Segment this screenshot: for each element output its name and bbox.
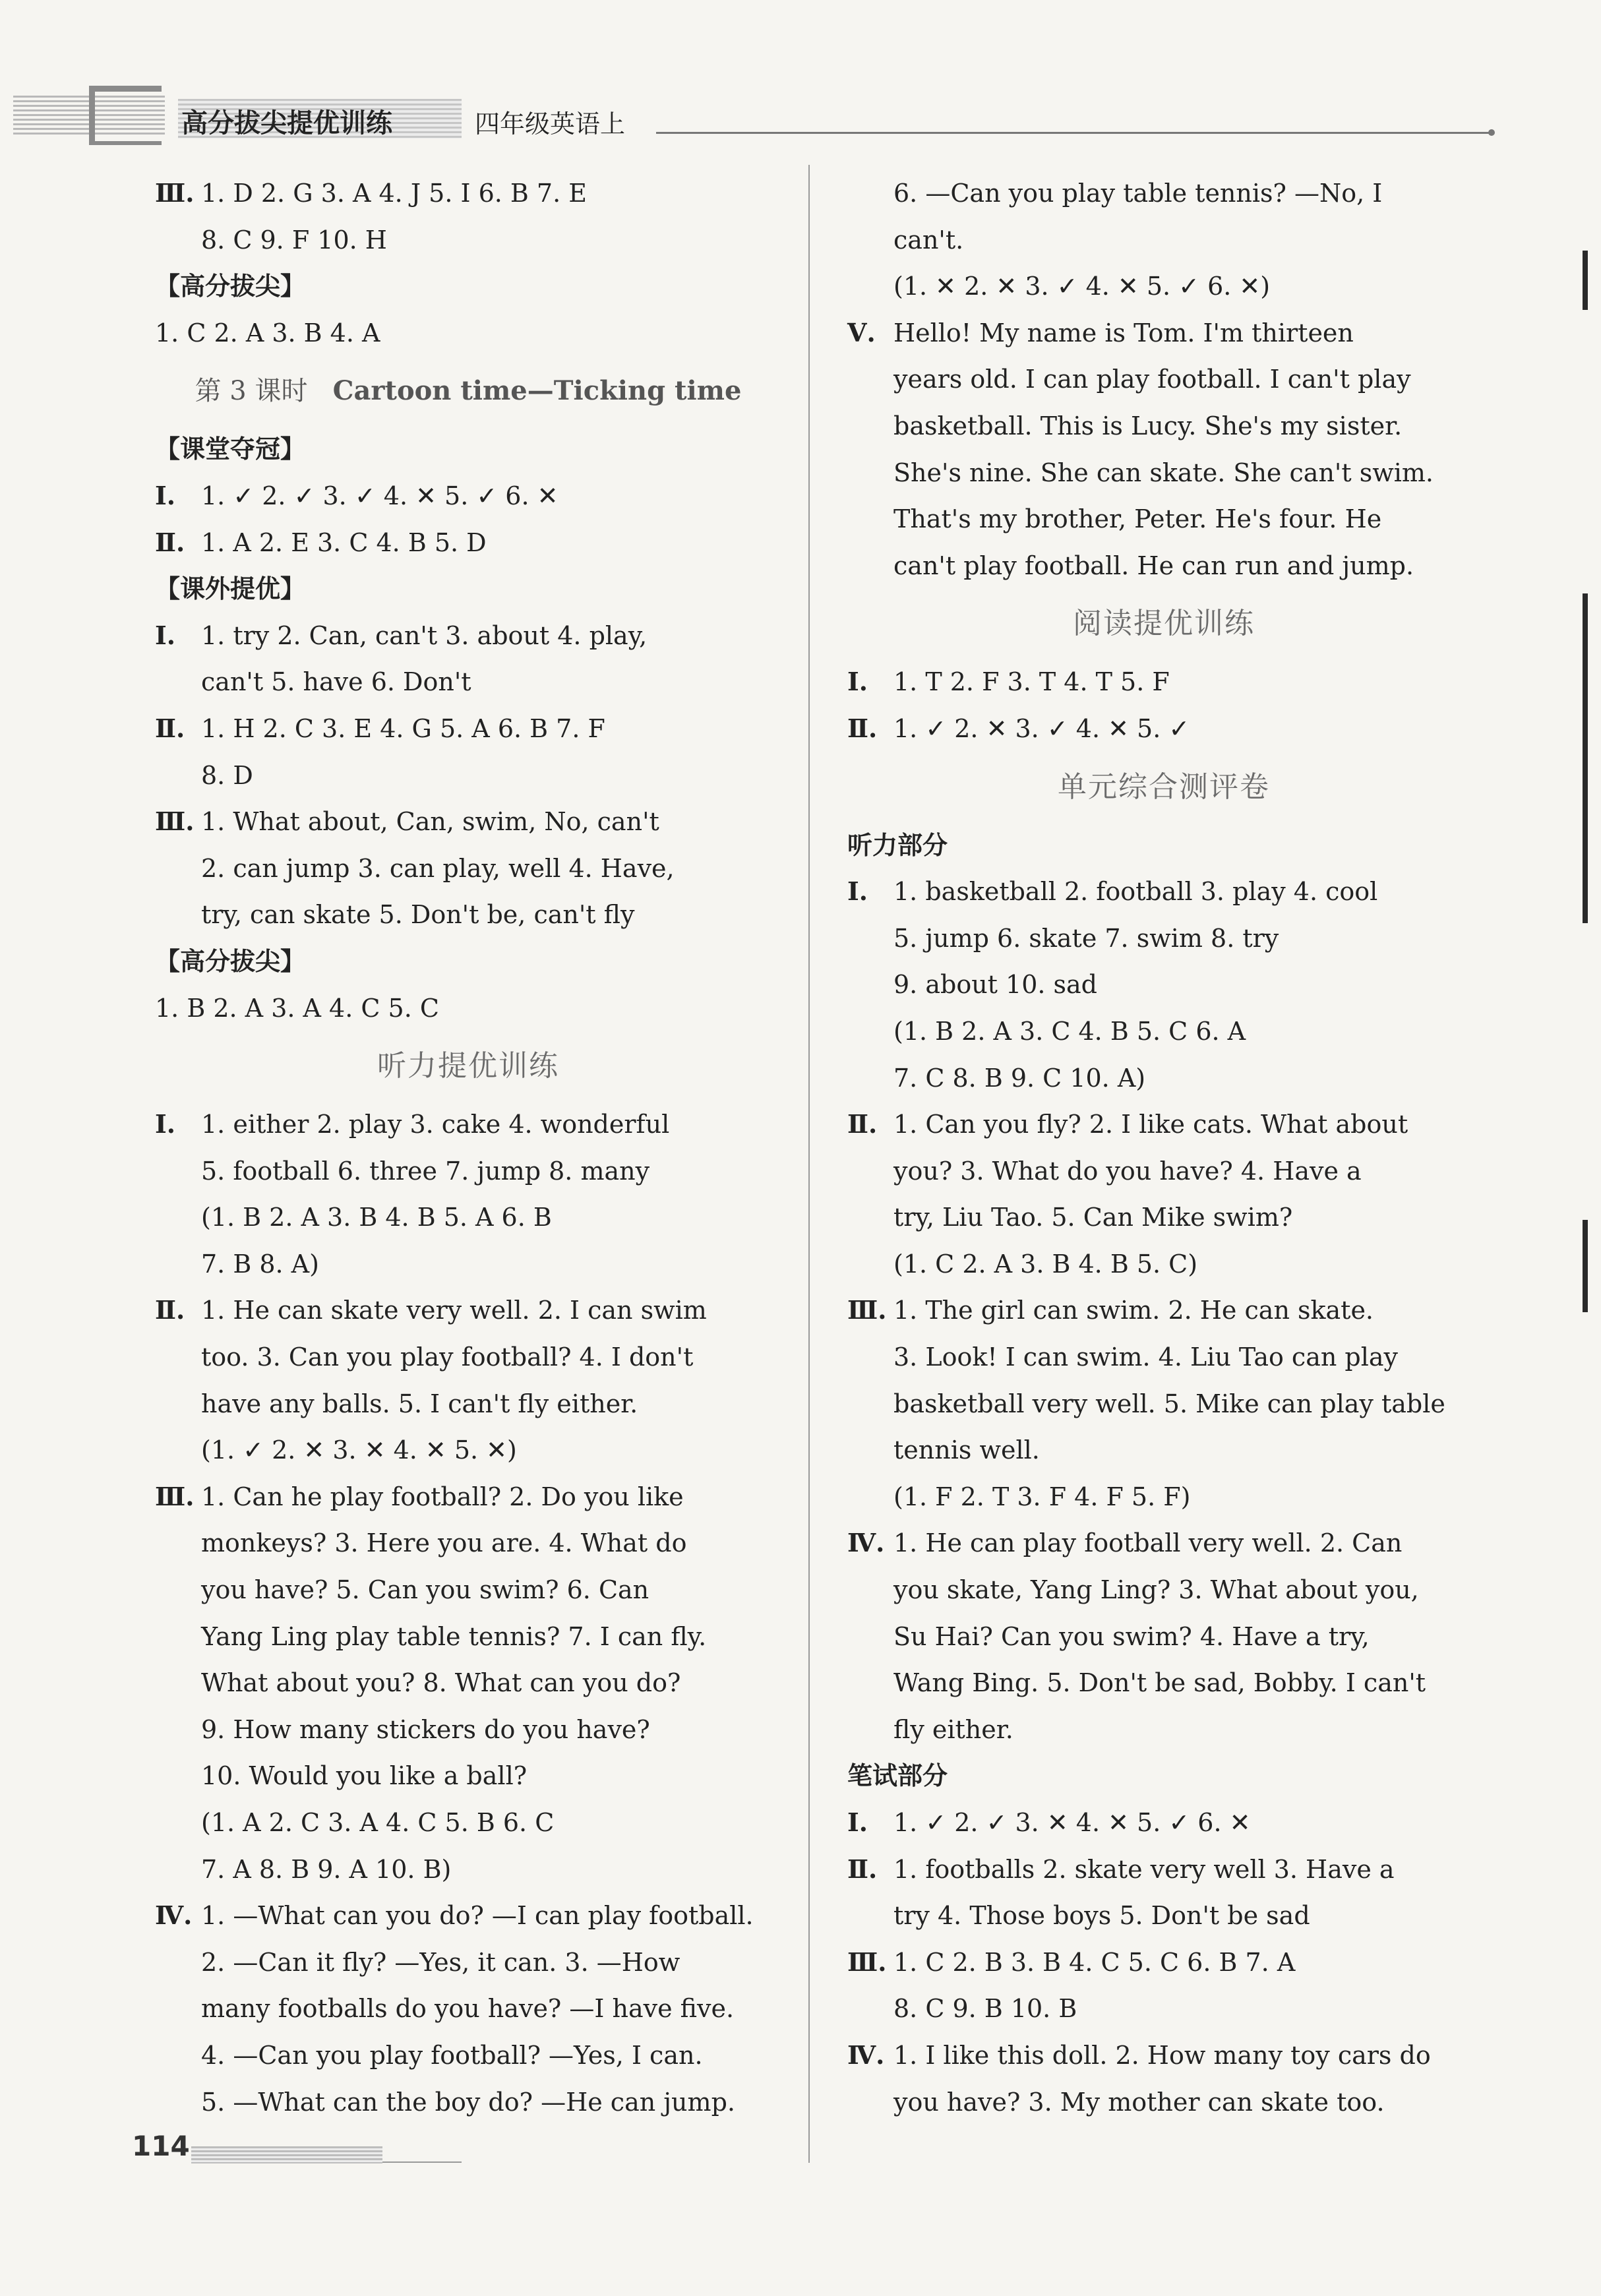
answer-line (155, 1474, 781, 1521)
answer-line (847, 1846, 1480, 1893)
section-numeral: Ⅰ. (155, 620, 176, 650)
answer-line (155, 1614, 781, 1660)
answer-line (155, 1660, 781, 1707)
answer-line (155, 1287, 781, 1334)
answer-line (155, 1194, 781, 1241)
answer-text: fly either. (893, 1714, 1013, 1744)
header-rule (656, 132, 1490, 134)
column-divider (808, 165, 810, 2163)
answer-line (155, 1381, 781, 1428)
answer-line (847, 1660, 1480, 1707)
answer-line (847, 1892, 1480, 1939)
answer-line (155, 2032, 781, 2079)
section-numeral: Ⅰ. (155, 480, 176, 510)
answer-line (847, 659, 1480, 706)
answer-text: 1. basketball 2. football 3. play 4. cool (893, 877, 1378, 907)
section-label: 【高分拔尖】 (155, 946, 306, 976)
page-number: 114 (132, 2130, 190, 2162)
answer-text: 8. C 9. B 10. B (893, 1994, 1077, 2024)
answer-line (847, 403, 1480, 450)
answer-text: Wang Bing. 5. Don't be sad, Bobby. I can't (893, 1668, 1426, 1698)
answer-text: 1. He can skate very well. 2. I can swim (201, 1296, 707, 1325)
section-heading: 单元综合测评卷 (1058, 770, 1270, 804)
footer-stripe-decoration (191, 2146, 382, 2163)
answer-text: basketball. This is Lucy. She's my sister. (893, 411, 1403, 440)
answer-line (847, 915, 1480, 962)
answer-text: 10. Would you like a ball? (201, 1761, 528, 1791)
answer-line (155, 706, 781, 752)
answer-line (847, 961, 1480, 1008)
answer-line (847, 1241, 1480, 1288)
answer-text: 7. C 8. B 9. C 10. A) (893, 1063, 1146, 1093)
answer-line (847, 1799, 1480, 1846)
answer-text: 1. H 2. C 3. E 4. G 5. A 6. B 7. F (201, 713, 605, 743)
answer-text: 1. either 2. play 3. cake 4. wonderful (201, 1110, 670, 1139)
right-answer-column (847, 170, 1480, 2125)
lesson-number: 第 3 课时 (195, 376, 308, 407)
answer-line (155, 473, 781, 520)
answer-line (155, 891, 781, 938)
binding-edge-mark (1583, 593, 1588, 923)
binding-edge-mark (1583, 251, 1588, 310)
answer-text: (1. F 2. T 3. F 4. F 5. F) (893, 1482, 1191, 1511)
answer-text: many footballs do you have? —I have five. (201, 1994, 735, 2024)
answer-line (847, 706, 1480, 752)
answer-text: can't 5. have 6. Don't (201, 667, 471, 697)
answer-line (847, 1101, 1480, 1148)
answer-text: 1. ✓ 2. ✓ 3. ✕ 4. ✕ 5. ✓ 6. ✕ (893, 1808, 1251, 1837)
answer-line (847, 1707, 1480, 1753)
section-numeral: Ⅱ. (847, 1109, 878, 1139)
section-numeral: Ⅰ. (847, 876, 868, 907)
answer-line (155, 1939, 781, 1986)
answer-line (847, 1334, 1480, 1381)
answer-text: 1. T 2. F 3. T 4. T 5. F (893, 667, 1170, 697)
answer-text: try, Liu Tao. 5. Can Mike swim? (893, 1203, 1293, 1232)
answer-text: 2. can jump 3. can play, well 4. Have, (201, 853, 675, 883)
answer-text: What about you? 8. What can you do? (201, 1668, 681, 1698)
section-numeral: Ⅲ. (155, 1481, 195, 1511)
answer-line (847, 310, 1480, 357)
answer-line (155, 1799, 781, 1846)
answer-text: 1. A 2. E 3. C 4. B 5. D (201, 528, 487, 557)
answer-text: try 4. Those boys 5. Don't be sad (893, 1901, 1310, 1931)
answer-text: 8. C 9. F 10. H (201, 225, 387, 255)
answer-line (847, 868, 1480, 915)
section-numeral: Ⅳ. (155, 1900, 193, 1931)
answer-text: 4. —Can you play football? —Yes, I can. (201, 2040, 703, 2070)
answer-line (155, 1707, 781, 1753)
answer-text: too. 3. Can you play football? 4. I don't (201, 1343, 694, 1372)
section-numeral: Ⅲ. (847, 1947, 887, 1977)
section-numeral: Ⅱ. (155, 527, 185, 557)
answer-text: try, can skate 5. Don't be, can't fly (201, 900, 635, 930)
answer-text: 2. —Can it fly? —Yes, it can. 3. —How (201, 1947, 680, 1977)
answer-text: (1. B 2. A 3. B 4. B 5. A 6. B (201, 1203, 552, 1232)
answer-line (155, 1985, 781, 2032)
section-numeral: Ⅴ. (847, 317, 876, 347)
answer-line (155, 2079, 781, 2126)
answer-text: you have? 5. Can you swim? 6. Can (201, 1575, 649, 1605)
answer-text: 6. —Can you play table tennis? —No, I (893, 179, 1383, 208)
answer-text: 1. try 2. Can, can't 3. about 4. play, (201, 620, 648, 650)
section-numeral: Ⅲ. (155, 178, 195, 208)
answer-text: 5. football 6. three 7. jump 8. many (201, 1156, 650, 1186)
answer-text: 9. How many stickers do you have? (201, 1714, 650, 1744)
book-subtitle: 四年级英语上 (475, 109, 626, 138)
binding-edge-mark (1583, 1220, 1588, 1312)
answer-text: 1. He can play football very well. 2. Can (893, 1528, 1403, 1558)
answer-line (847, 1055, 1480, 1102)
answer-line (847, 1008, 1480, 1055)
answer-text: 8. D (201, 760, 253, 790)
answer-line (155, 1892, 781, 1939)
answer-line (155, 1753, 781, 1799)
lesson-title: Cartoon time—Ticking time (332, 375, 742, 407)
answer-text: 1. footballs 2. skate very well 3. Have a (893, 1854, 1395, 1884)
section-numeral: Ⅳ. (847, 2039, 885, 2070)
answer-text: have any balls. 5. I can't fly either. (201, 1389, 638, 1418)
answer-line (847, 2032, 1480, 2079)
section-numeral: Ⅰ. (155, 1109, 176, 1139)
answer-text: (1. A 2. C 3. A 4. C 5. B 6. C (201, 1808, 555, 1837)
section-label: 【课堂夺冠】 (155, 435, 306, 464)
answer-text: She's nine. She can skate. She can't swim. (893, 458, 1434, 487)
answer-text: (1. B 2. A 3. C 4. B 5. C 6. A (893, 1016, 1246, 1046)
section-numeral: Ⅲ. (155, 806, 195, 837)
answer-text: you have? 3. My mother can skate too. (893, 2087, 1385, 2117)
answer-text: 1. —What can you do? —I can play football. (201, 1901, 754, 1931)
answer-line (155, 170, 781, 217)
answer-text: 7. A 8. B 9. A 10. B) (201, 1854, 452, 1884)
section-numeral: Ⅱ. (155, 1295, 185, 1325)
answer-text: Yang Ling play table tennis? 7. I can fly. (201, 1621, 707, 1651)
answer-line (155, 1334, 781, 1381)
answer-text: 1. Can you fly? 2. I like cats. What about (893, 1110, 1408, 1139)
answer-text: 1. ✓ 2. ✕ 3. ✓ 4. ✕ 5. ✓ (893, 713, 1190, 743)
page-header (13, 76, 1490, 148)
answer-line (847, 543, 1480, 589)
answer-text: you? 3. What do you have? 4. Have a (893, 1156, 1362, 1186)
answer-line (847, 1148, 1480, 1195)
section-numeral: Ⅰ. (847, 667, 868, 697)
section-numeral: Ⅰ. (847, 1807, 868, 1837)
answer-line (155, 799, 781, 845)
answer-line (155, 1567, 781, 1614)
answer-text: (1. ✓ 2. ✕ 3. ✕ 4. ✕ 5. ✕) (201, 1435, 517, 1465)
answer-line (155, 520, 781, 566)
answer-line (847, 450, 1480, 497)
answer-line (155, 1846, 781, 1893)
answer-line (847, 356, 1480, 403)
answer-text: can't play football. He can run and jump. (893, 551, 1414, 580)
answer-text: monkeys? 3. Here you are. 4. What do (201, 1528, 687, 1558)
header-rule-dot (1488, 129, 1495, 136)
part-label: 笔试部分 (847, 1761, 948, 1791)
answer-line (847, 2079, 1480, 2126)
answer-line (155, 985, 781, 1032)
section-numeral: Ⅲ. (847, 1295, 887, 1325)
header-bracket-icon (89, 86, 162, 145)
answer-line (155, 310, 781, 357)
section-label: 【高分拔尖】 (155, 272, 306, 301)
answer-line (155, 845, 781, 892)
answer-line (847, 1381, 1480, 1428)
answer-text: That's my brother, Peter. He's four. He (893, 504, 1382, 534)
answer-text: 1. I like this doll. 2. How many toy cars do (893, 2040, 1431, 2070)
answer-text: 1. The girl can swim. 2. He can skate. (893, 1296, 1374, 1325)
answer-line (847, 1194, 1480, 1241)
part-label: 听力部分 (847, 830, 948, 860)
answer-text: basketball very well. 5. Mike can play table (893, 1389, 1445, 1418)
answer-text: years old. I can play football. I can't play (893, 365, 1411, 394)
answer-line (155, 752, 781, 799)
section-numeral: Ⅱ. (155, 713, 185, 743)
answer-text: Hello! My name is Tom. I'm thirteen (893, 318, 1354, 347)
answer-line (847, 263, 1480, 310)
answer-text: tennis well. (893, 1435, 1040, 1465)
answer-line (155, 1427, 781, 1474)
section-numeral: Ⅳ. (847, 1528, 885, 1558)
answer-text: (1. C 2. A 3. B 4. B 5. C) (893, 1249, 1198, 1279)
answer-text: 1. What about, Can, swim, No, can't (201, 807, 659, 837)
answer-line (847, 1614, 1480, 1660)
answer-line (155, 1148, 781, 1195)
section-label: 【课外提优】 (155, 574, 306, 604)
answer-line (847, 1985, 1480, 2032)
answer-text: can't. (893, 225, 964, 255)
answer-text: you skate, Yang Ling? 3. What about you, (893, 1575, 1419, 1605)
left-answer-column (155, 170, 781, 2125)
answer-line (847, 1474, 1480, 1521)
answer-line (155, 1241, 781, 1288)
answer-text: 3. Look! I can swim. 4. Liu Tao can play (893, 1343, 1399, 1372)
answer-line (847, 1567, 1480, 1614)
answer-text: 1. ✓ 2. ✓ 3. ✓ 4. ✕ 5. ✓ 6. ✕ (201, 481, 559, 510)
answer-line (155, 217, 781, 264)
answer-text: Su Hai? Can you swim? 4. Have a try, (893, 1621, 1370, 1651)
answer-text: 7. B 8. A) (201, 1249, 319, 1279)
book-title: 高分拔尖提优训练 (181, 108, 392, 138)
section-heading: 阅读提优训练 (1073, 607, 1255, 641)
answer-line (155, 613, 781, 659)
answer-line (847, 170, 1480, 217)
answer-text: 1. C 2. B 3. B 4. C 5. C 6. B 7. A (893, 1947, 1296, 1977)
answer-line (847, 496, 1480, 543)
lesson-heading (155, 356, 781, 426)
answer-line (155, 1101, 781, 1148)
answer-line (847, 1287, 1480, 1334)
footer-rule (382, 2161, 462, 2163)
answer-line (847, 217, 1480, 264)
section-heading: 听力提优训练 (377, 1049, 559, 1083)
section-numeral: Ⅱ. (847, 713, 878, 743)
answer-line (155, 659, 781, 706)
answer-text: 5. jump 6. skate 7. swim 8. try (893, 923, 1279, 953)
answer-text: 1. C 2. A 3. B 4. A (155, 318, 380, 347)
section-numeral: Ⅱ. (847, 1854, 878, 1884)
answer-line (847, 1427, 1480, 1474)
answer-text: 9. about 10. sad (893, 970, 1098, 1000)
answer-text: 1. B 2. A 3. A 4. C 5. C (155, 993, 439, 1023)
answer-text: 1. Can he play football? 2. Do you like (201, 1482, 684, 1511)
answer-text: (1. ✕ 2. ✕ 3. ✓ 4. ✕ 5. ✓ 6. ✕) (893, 272, 1271, 301)
answer-text: 5. —What can the boy do? —He can jump. (201, 2087, 735, 2117)
answer-line (155, 1520, 781, 1567)
answer-text: 1. D 2. G 3. A 4. J 5. I 6. B 7. E (201, 179, 587, 208)
answer-line (847, 1520, 1480, 1567)
answer-line (847, 1939, 1480, 1986)
